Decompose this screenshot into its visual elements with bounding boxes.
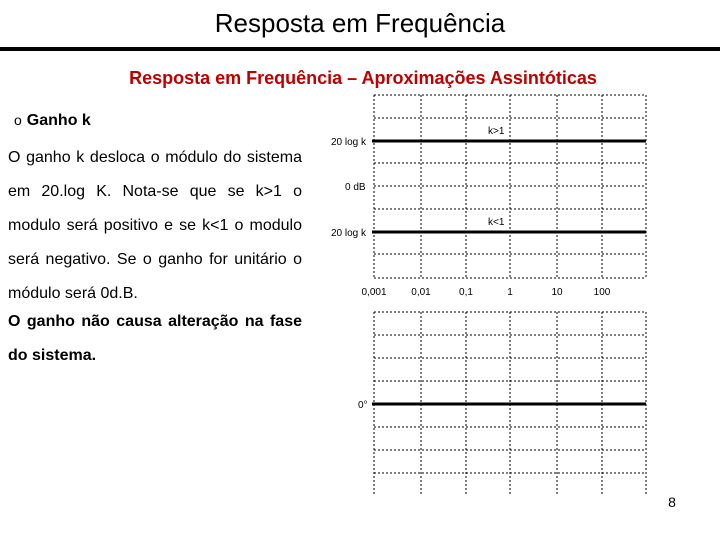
x-tick-label: 0,1 [459, 287, 473, 298]
phase-ylabel-zero: 0° [358, 400, 368, 411]
magnitude-grid [374, 95, 646, 278]
x-tick-label: 0,01 [411, 287, 431, 298]
x-tick-label: 1 [507, 287, 513, 298]
ylabel-upper: 20 log k [331, 137, 367, 148]
x-tick-label: 10 [551, 287, 563, 298]
phase-plot [358, 312, 646, 494]
label-k-gt-1: k>1 [488, 126, 505, 137]
slide-subtitle: Resposta em Frequência – Aproximações Assintóticas [129, 68, 597, 88]
bullet-label: Ganho k [26, 112, 91, 129]
x-tick-label: 100 [593, 287, 611, 298]
page-number: 8 [668, 494, 676, 510]
x-tick-label: 0,001 [361, 287, 387, 298]
magnitude-plot [331, 95, 646, 298]
slide-title: Resposta em Frequência [214, 8, 506, 38]
x-tick-labels [361, 287, 610, 298]
bullet-marker: o [14, 112, 22, 128]
ylabel-lower: 20 log k [331, 228, 367, 239]
paragraph-gain-effect: O ganho k desloca o módulo do sistema em 20.log K. Nota-se que se k>1 o modulo será positivo e se k<1 o modulo será negativo. Se o ganho for unitário o módulo será 0d.B. [8, 149, 302, 302]
ylabel-zero-db: 0 dB [345, 182, 366, 193]
label-k-lt-1: k<1 [488, 217, 505, 228]
paragraph-phase-effect: O ganho não causa alteração na fase do sistema. [8, 313, 302, 364]
